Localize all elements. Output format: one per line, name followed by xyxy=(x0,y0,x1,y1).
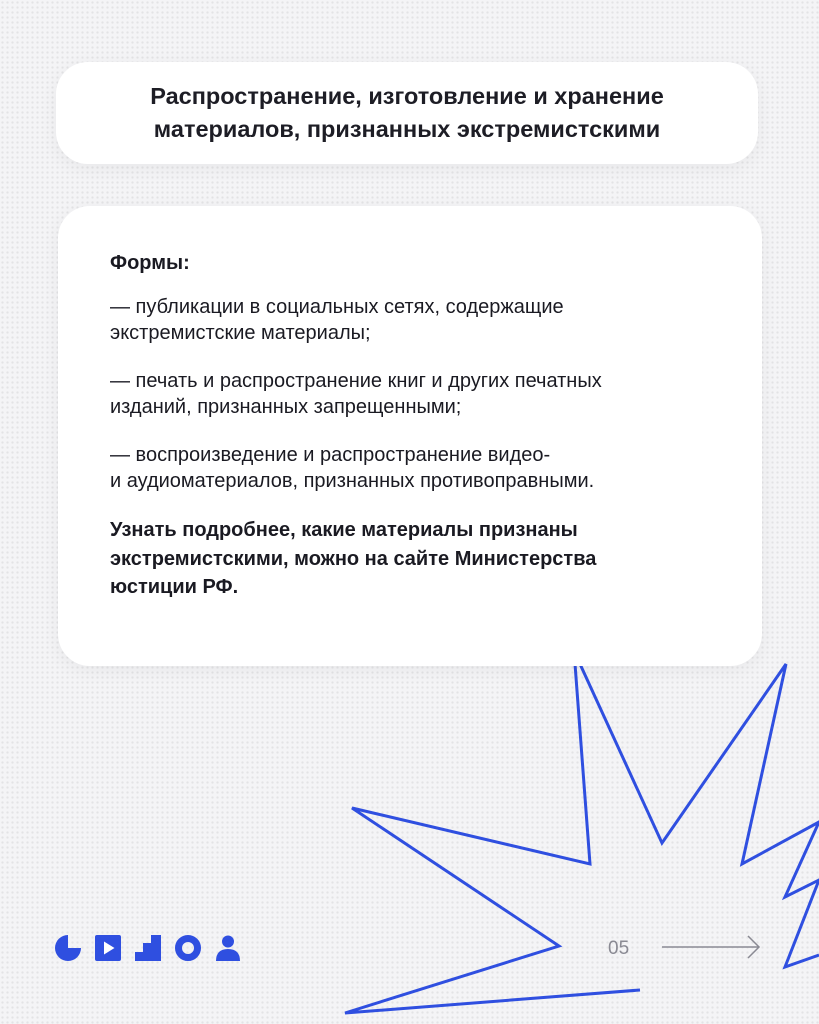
pie-quarter-icon xyxy=(55,935,81,961)
arrow-right-icon[interactable] xyxy=(660,934,762,960)
forms-heading: Формы: xyxy=(110,252,190,274)
more-info-line: Узнать подробнее, какие материалы признаны xyxy=(110,519,578,541)
page-number: 05 xyxy=(608,938,630,959)
play-square-icon xyxy=(95,935,121,961)
steps-icon xyxy=(135,935,161,961)
list-item-line: изданий, признанных запрещенными; xyxy=(110,396,462,418)
more-info-line: юстиции РФ. xyxy=(110,576,239,598)
page-title xyxy=(97,80,717,146)
list-item-line: — воспроизведение и распространение видео- xyxy=(110,444,551,466)
person-icon xyxy=(215,935,241,961)
list-item-line: и аудиоматериалов, признанных противоправными. xyxy=(110,470,595,492)
ring-icon xyxy=(175,935,201,961)
list-item xyxy=(110,442,712,494)
content-card xyxy=(58,206,762,666)
title-card xyxy=(56,62,758,164)
list-item xyxy=(110,368,712,420)
title-line-2: материалов, признанных экстремистскими xyxy=(153,116,661,142)
list-item xyxy=(110,294,712,346)
title-line-1: Распространение, изготовление и хранение xyxy=(150,83,664,109)
more-info-line: экстремистскими, можно на сайте Министерства xyxy=(110,547,597,570)
list-item-line: — публикации в социальных сетях, содержащие xyxy=(110,296,564,318)
list-item-line: — печать и распространение книг и других печатных xyxy=(110,370,602,392)
brand-icons xyxy=(55,935,241,961)
list-item-line: экстремистские материалы; xyxy=(110,322,371,344)
more-info-text xyxy=(110,516,712,602)
